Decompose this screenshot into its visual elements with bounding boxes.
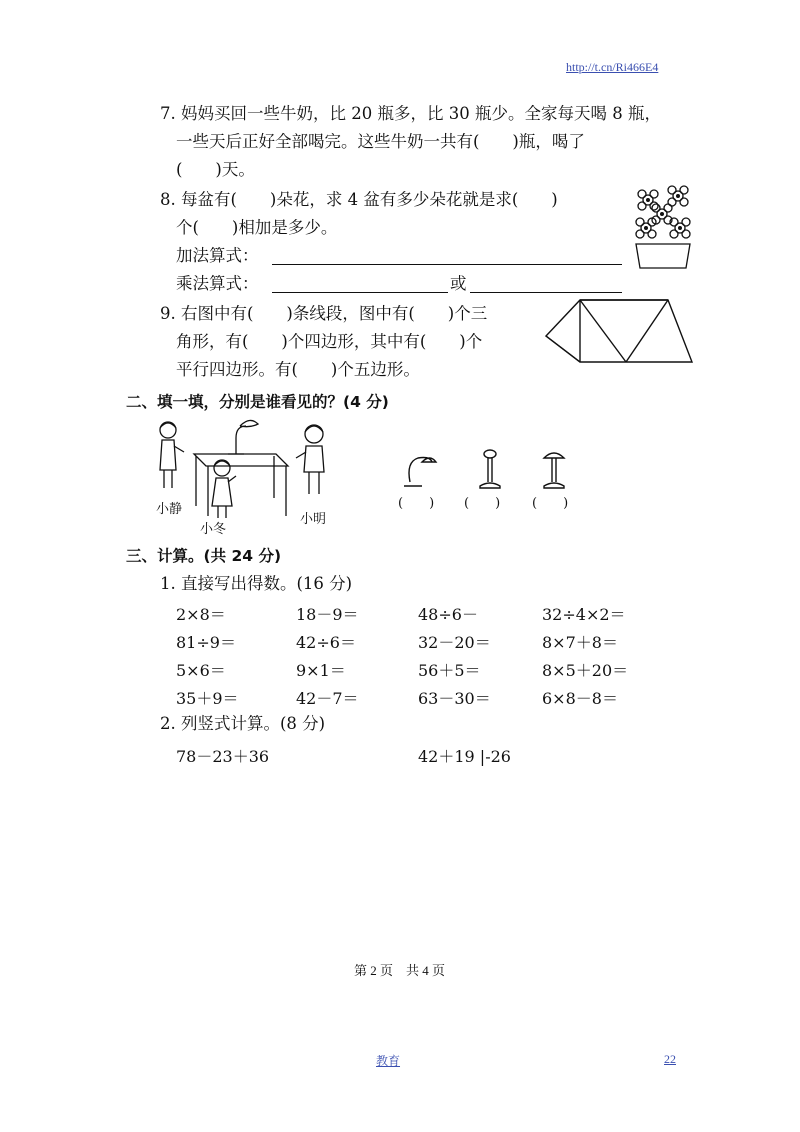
lamp-view-1 xyxy=(400,452,440,492)
q8-mul-blank-1[interactable] xyxy=(272,292,448,293)
calc-item[interactable]: 6×8－8＝ xyxy=(542,689,618,708)
triangle-figure xyxy=(540,296,700,368)
label-xiaoming: 小明 xyxy=(300,512,327,527)
section3-sub2: 2. 列竖式计算。(8 分) xyxy=(160,714,326,733)
vertical-calc-1[interactable]: 78－23＋36 xyxy=(176,747,270,766)
section3-title: 三、计算。(共 24 分) xyxy=(126,547,282,565)
header-url-link[interactable]: http://t.cn/Ri466E4 xyxy=(566,60,659,74)
calc-item[interactable]: 2×8＝ xyxy=(176,605,226,624)
calc-item[interactable]: 8×7＋8＝ xyxy=(542,633,618,652)
flower-pot-image xyxy=(628,182,698,272)
lamp-view-3 xyxy=(540,448,568,492)
calc-item[interactable]: 35＋9＝ xyxy=(176,689,239,708)
section3-sub1: 1. 直接写出得数。(16 分) xyxy=(160,574,353,593)
q7-line2: 一些天后正好全部喝完。这些牛奶一共有( )瓶，喝了 xyxy=(176,132,585,151)
q8-mul-label: 乘法算式： xyxy=(176,274,259,293)
section2-title: 二、填一填，分别是谁看见的？(4 分) xyxy=(126,393,389,411)
answer-paren-2[interactable]: ( ) xyxy=(464,496,501,511)
label-xiaojing: 小静 xyxy=(156,502,183,517)
q9-line1: 9. 右图中有( )条线段，图中有( )个三 xyxy=(160,304,488,323)
calc-item[interactable]: 9×1＝ xyxy=(296,661,346,680)
q7-line3: ( )天。 xyxy=(176,160,255,179)
calc-item[interactable]: 81÷9＝ xyxy=(176,633,236,652)
q7-line1: 7. 妈妈买回一些牛奶，比 20 瓶多，比 30 瓶少。全家每天喝 8 瓶， xyxy=(160,104,661,123)
answer-paren-1[interactable]: ( ) xyxy=(398,496,435,511)
calc-item[interactable]: 32÷4×2＝ xyxy=(542,605,626,624)
calc-item[interactable]: 18－9＝ xyxy=(296,605,359,624)
footer-link[interactable]: 教育 xyxy=(376,1054,401,1068)
q8-or-label: 或 xyxy=(450,274,467,293)
q8-add-label: 加法算式： xyxy=(176,246,259,265)
calc-item[interactable]: 42－7＝ xyxy=(296,689,359,708)
q8-add-blank[interactable] xyxy=(272,264,622,265)
footer-page-number[interactable]: 22 xyxy=(664,1052,676,1066)
q9-line3: 平行四边形。有( )个五边形。 xyxy=(176,360,420,379)
vertical-calc-2[interactable]: 42＋19 |-26 xyxy=(418,747,511,766)
calc-item[interactable]: 5×6＝ xyxy=(176,661,226,680)
q8-line1: 8. 每盆有( )朵花，求 4 盆有多少朵花就是求( ) xyxy=(160,190,558,209)
label-xiaodong: 小冬 xyxy=(200,522,227,537)
q8-line2: 个( )相加是多少。 xyxy=(176,218,338,237)
calc-item[interactable]: 32－20＝ xyxy=(418,633,491,652)
q8-mul-blank-2[interactable] xyxy=(470,292,622,293)
q9-line2: 角形，有( )个四边形，其中有( )个 xyxy=(176,332,483,351)
page-indicator: 第 2 页 共 4 页 xyxy=(354,963,446,978)
calc-item[interactable]: 56＋5＝ xyxy=(418,661,481,680)
calc-item[interactable]: 48÷6－ xyxy=(418,605,478,624)
calc-item[interactable]: 8×5＋20＝ xyxy=(542,661,629,680)
answer-paren-3[interactable]: ( ) xyxy=(532,496,569,511)
calc-item[interactable]: 42÷6＝ xyxy=(296,633,356,652)
lamp-view-2 xyxy=(476,448,504,492)
calc-item[interactable]: 63－30＝ xyxy=(418,689,491,708)
